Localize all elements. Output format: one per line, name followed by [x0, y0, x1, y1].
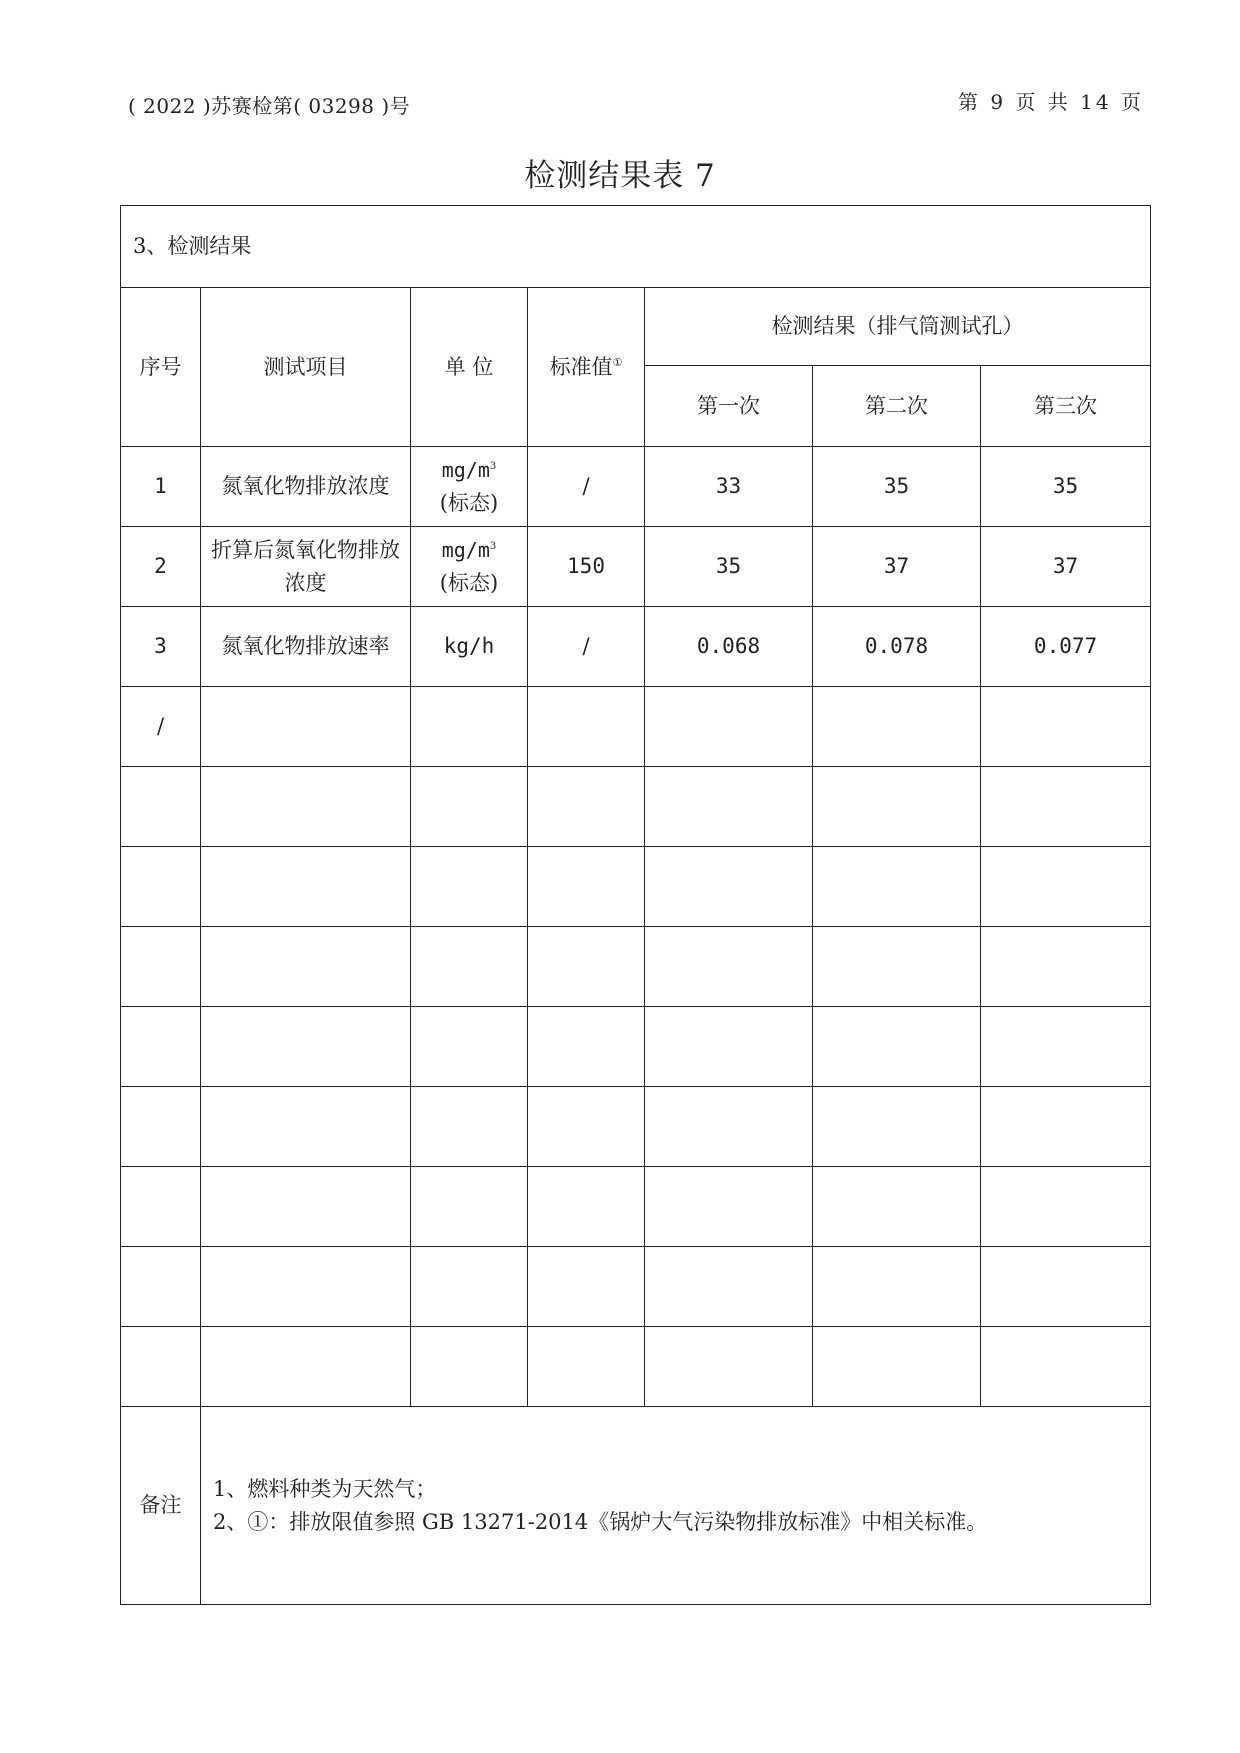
row-seq: 3 — [121, 607, 201, 687]
empty-cell — [981, 847, 1151, 927]
row-standard: 150 — [528, 527, 645, 607]
empty-cell — [981, 1327, 1151, 1407]
empty-cell — [528, 1007, 645, 1087]
empty-cell — [813, 687, 981, 767]
empty-cell — [528, 687, 645, 767]
empty-row — [121, 927, 1151, 1007]
table-row — [121, 527, 1151, 607]
header-standard-label: 标准值 — [549, 354, 613, 379]
empty-cell — [528, 1167, 645, 1247]
section-heading: 3、检测结果 — [121, 206, 1151, 288]
empty-cell — [813, 1087, 981, 1167]
empty-cell — [201, 687, 411, 767]
empty-cell — [645, 687, 813, 767]
empty-cell — [411, 1007, 528, 1087]
empty-cell — [813, 1167, 981, 1247]
empty-cell — [528, 1327, 645, 1407]
empty-cell — [645, 1167, 813, 1247]
header-third: 第三次 — [981, 366, 1151, 447]
empty-cell — [981, 927, 1151, 1007]
report-number: ( 2022 )苏赛检第( 03298 )号 — [128, 94, 411, 118]
empty-cell — [981, 1167, 1151, 1247]
unit-bottom: (标态) — [439, 490, 499, 515]
row-item: 折算后氮氧化物排放浓度 — [201, 527, 411, 607]
empty-cell — [528, 927, 645, 1007]
empty-row — [121, 767, 1151, 847]
empty-cell — [981, 1007, 1151, 1087]
empty-row — [121, 1007, 1151, 1087]
row-result-3: 0.077 — [981, 607, 1151, 687]
row-standard: / — [528, 447, 645, 527]
empty-cell — [813, 847, 981, 927]
row-seq: 2 — [121, 527, 201, 607]
empty-cell — [411, 847, 528, 927]
empty-cell — [645, 1247, 813, 1327]
remarks-row — [121, 1407, 1151, 1605]
unit-top: mg/m — [441, 457, 490, 482]
empty-cell — [121, 927, 201, 1007]
empty-cell — [645, 1007, 813, 1087]
row-result-2: 37 — [813, 527, 981, 607]
row-result-1: 35 — [645, 527, 813, 607]
header-result-group: 检测结果（排气筒测试孔） — [645, 288, 1151, 366]
empty-cell — [813, 1007, 981, 1087]
empty-cell — [201, 847, 411, 927]
empty-cell — [981, 1247, 1151, 1327]
empty-cell — [201, 767, 411, 847]
empty-cell — [201, 1247, 411, 1327]
row-result-3: 35 — [981, 447, 1151, 527]
empty-cell — [645, 767, 813, 847]
empty-cell — [121, 1167, 201, 1247]
row-item: 氮氧化物排放速率 — [201, 607, 411, 687]
row-result-3: 37 — [981, 527, 1151, 607]
empty-row — [121, 847, 1151, 927]
unit-superscript: 3 — [489, 540, 497, 552]
header-standard — [528, 288, 645, 447]
table-row — [121, 687, 1151, 767]
header-seq: 序号 — [121, 288, 201, 447]
empty-cell — [411, 687, 528, 767]
empty-cell — [813, 1247, 981, 1327]
empty-cell — [528, 1087, 645, 1167]
header-unit: 单 位 — [411, 288, 528, 447]
row-seq: / — [121, 687, 201, 767]
remarks-line-1: 1、燃料种类为天然气； — [213, 1476, 437, 1501]
header-item: 测试项目 — [201, 288, 411, 447]
page-title: 检测结果表 7 — [524, 158, 716, 194]
empty-cell — [121, 847, 201, 927]
remarks-line-2: 2、①：排放限值参照 GB 13271-2014《锅炉大气污染物排放标准》中相关标准。 — [213, 1509, 988, 1534]
empty-cell — [528, 1247, 645, 1327]
page-info: 第 9 页 共 14 页 — [958, 90, 1144, 114]
empty-cell — [411, 1167, 528, 1247]
empty-cell — [411, 927, 528, 1007]
remarks-content — [201, 1407, 1151, 1605]
empty-cell — [411, 767, 528, 847]
footnote-mark: ① — [612, 355, 623, 369]
empty-cell — [981, 687, 1151, 767]
empty-cell — [528, 847, 645, 927]
row-result-1: 0.068 — [645, 607, 813, 687]
empty-cell — [645, 1087, 813, 1167]
header-second: 第二次 — [813, 366, 981, 447]
row-unit: kg/h — [411, 607, 528, 687]
row-result-1: 33 — [645, 447, 813, 527]
table-row — [121, 607, 1151, 687]
empty-cell — [121, 1087, 201, 1167]
empty-cell — [121, 1247, 201, 1327]
empty-cell — [411, 1247, 528, 1327]
empty-cell — [645, 847, 813, 927]
row-item: 氮氧化物排放浓度 — [201, 447, 411, 527]
unit-superscript: 3 — [489, 460, 497, 472]
empty-row — [121, 1167, 1151, 1247]
empty-cell — [645, 927, 813, 1007]
empty-row — [121, 1087, 1151, 1167]
empty-cell — [813, 927, 981, 1007]
row-unit — [411, 527, 528, 607]
unit-bottom: (标态) — [439, 570, 499, 595]
empty-row — [121, 1327, 1151, 1407]
empty-cell — [645, 1327, 813, 1407]
empty-cell — [121, 1007, 201, 1087]
unit-top: mg/m — [441, 537, 490, 562]
table-row — [121, 447, 1151, 527]
empty-cell — [981, 767, 1151, 847]
empty-cell — [411, 1327, 528, 1407]
empty-cell — [411, 1087, 528, 1167]
results-table — [120, 205, 1151, 1605]
row-result-2: 0.078 — [813, 607, 981, 687]
row-standard: / — [528, 607, 645, 687]
empty-cell — [121, 1327, 201, 1407]
remarks-label: 备注 — [121, 1407, 201, 1605]
empty-cell — [201, 1087, 411, 1167]
empty-cell — [121, 767, 201, 847]
row-result-2: 35 — [813, 447, 981, 527]
row-unit — [411, 447, 528, 527]
empty-cell — [201, 1167, 411, 1247]
empty-cell — [981, 1087, 1151, 1167]
empty-cell — [813, 767, 981, 847]
empty-row — [121, 1247, 1151, 1327]
empty-cell — [201, 1007, 411, 1087]
empty-cell — [201, 927, 411, 1007]
row-seq: 1 — [121, 447, 201, 527]
header-first: 第一次 — [645, 366, 813, 447]
empty-cell — [528, 767, 645, 847]
empty-cell — [813, 1327, 981, 1407]
empty-cell — [201, 1327, 411, 1407]
